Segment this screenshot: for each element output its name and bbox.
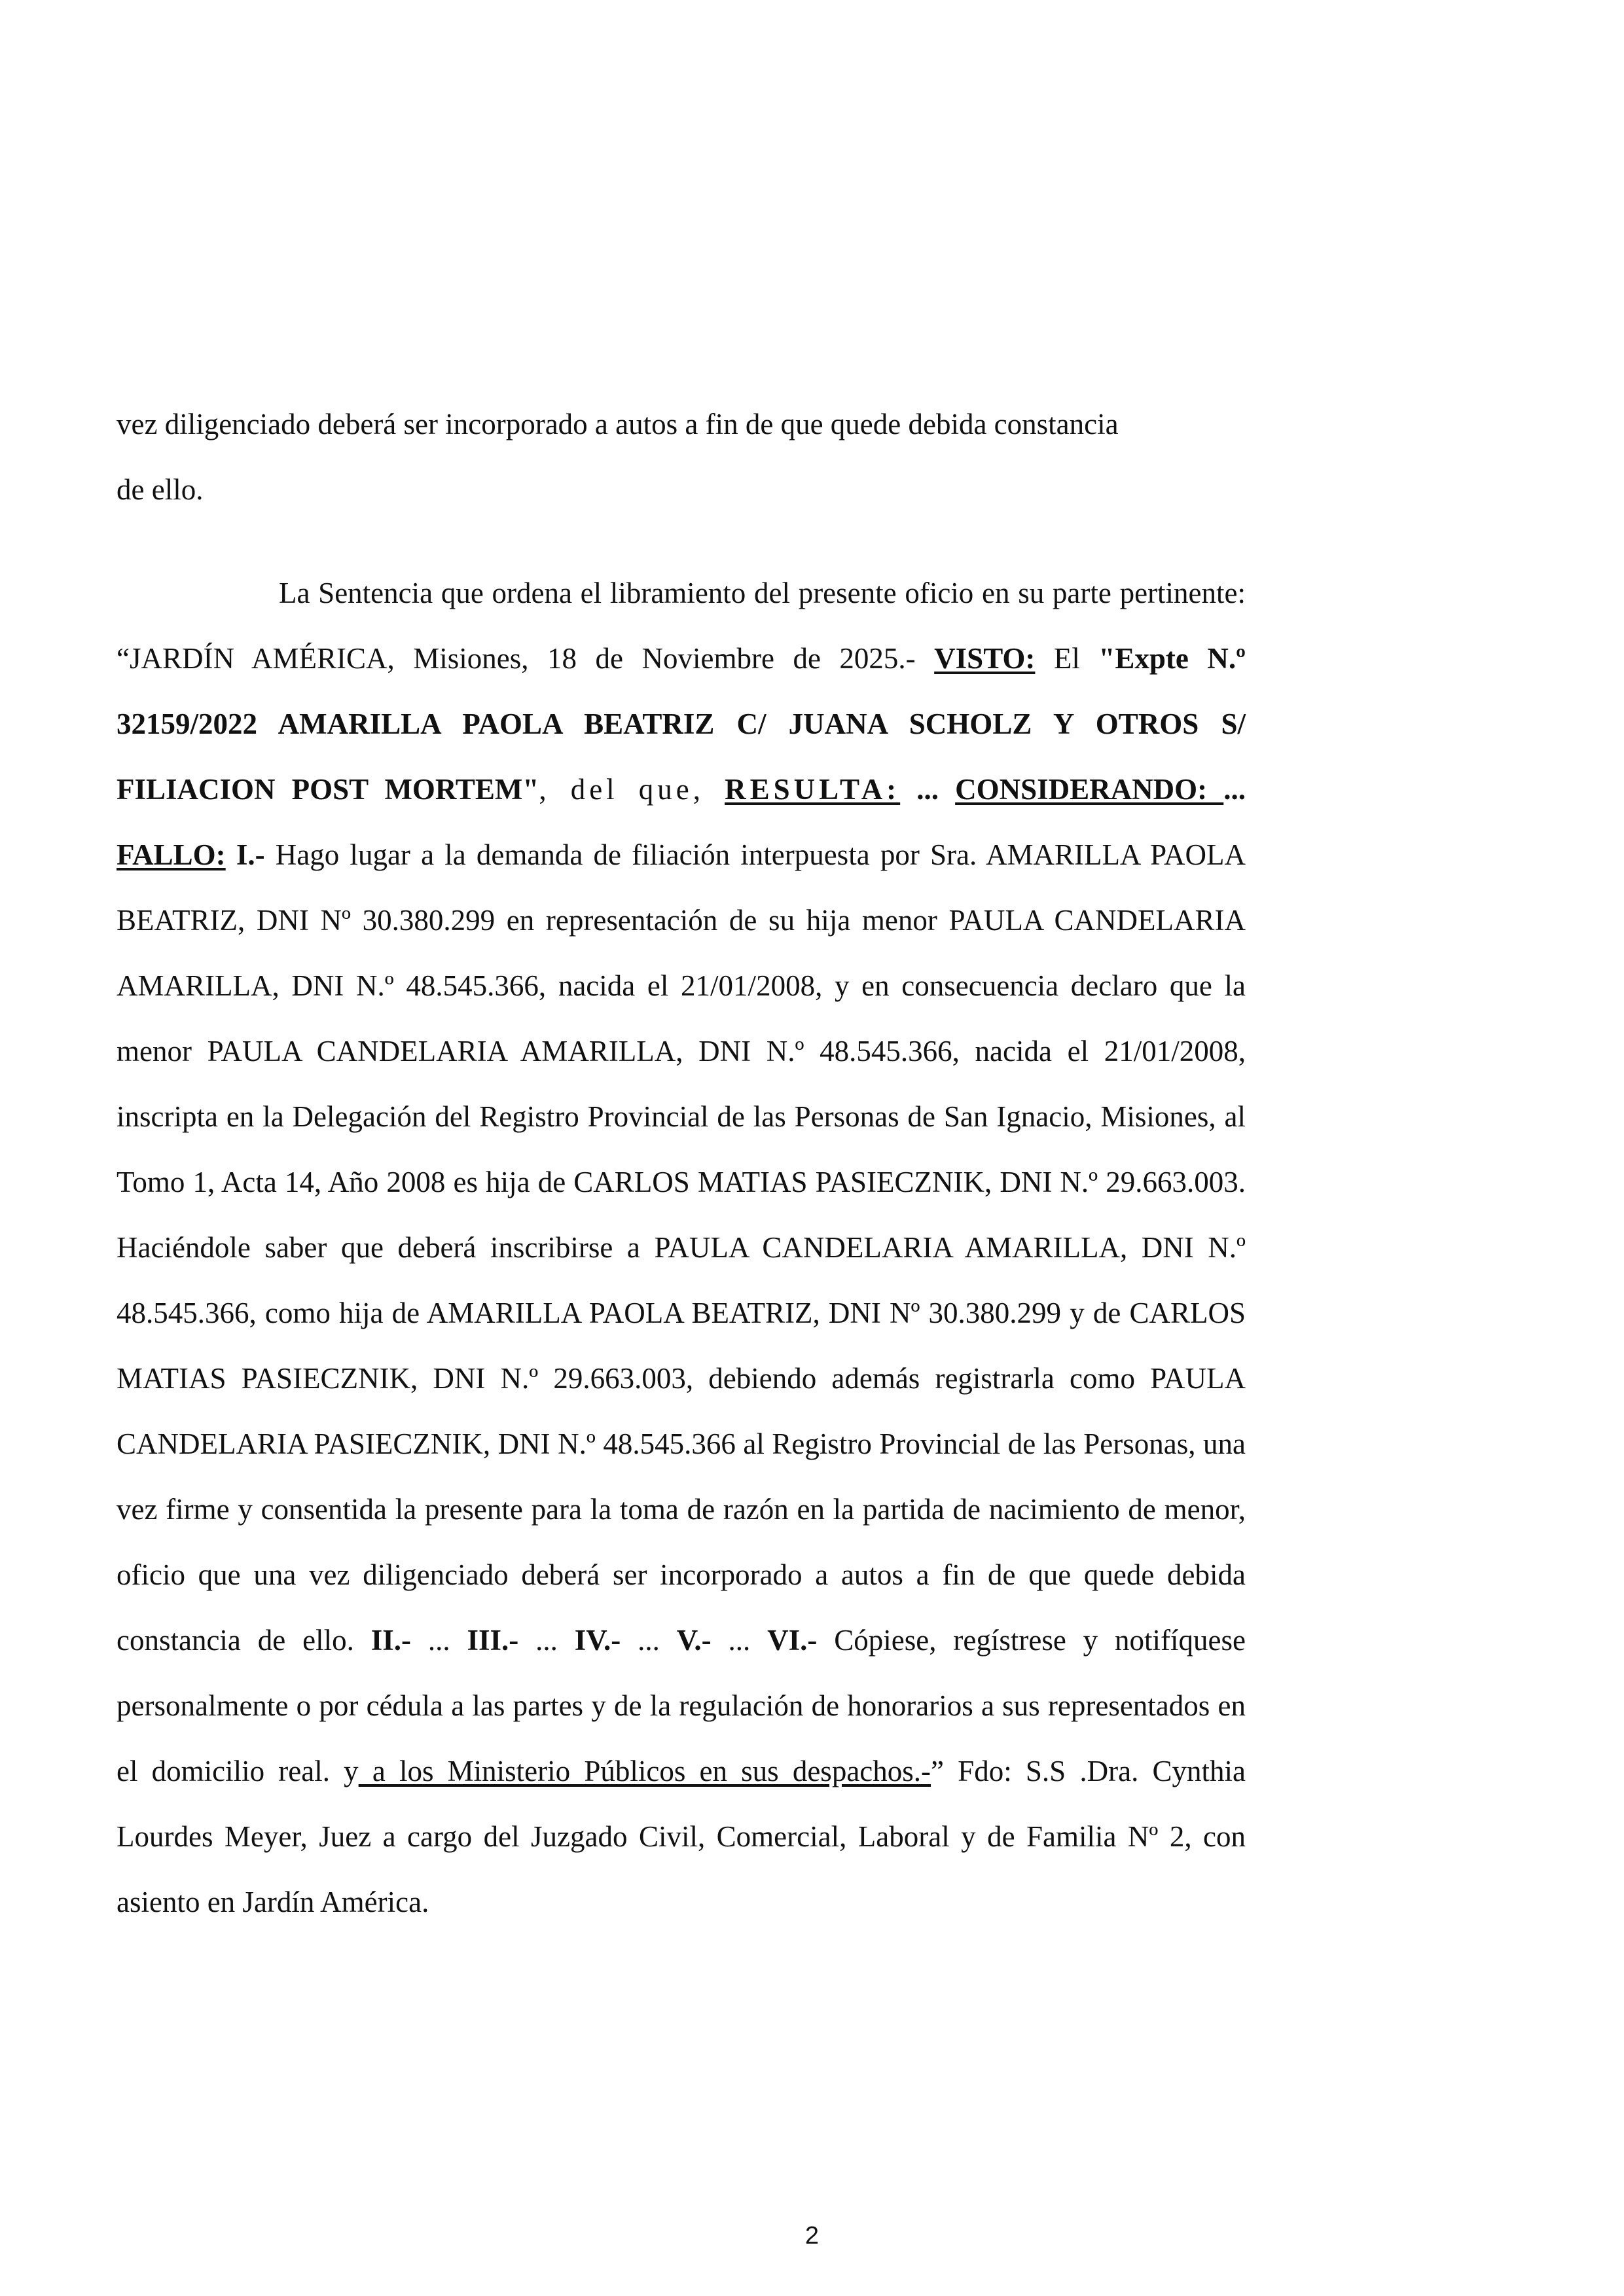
paragraph-sentence-quote xyxy=(117,560,1246,1935)
roman-numeral-4: IV.- xyxy=(574,1624,621,1657)
sentence-intro: La Sentencia que ordena el libramiento del presente oficio en su parte pertinente: “JARDÍN AMÉRICA, Misiones, 18 de Noviembre de 2025.- xyxy=(117,577,1246,675)
signature-line: Fdo: S.S .Dra. Cynthia Lourdes Meyer, Juez a cargo del Juzgado Civil, Comercial, Laboral y de Familia Nº 2, con asiento en Jardín América. xyxy=(117,1755,1246,1918)
ellipsis-v: ... xyxy=(711,1624,768,1657)
paragraph-1-line-1: vez diligenciado deberá ser incorporado a autos a fin de que quede debida constancia xyxy=(117,408,1119,440)
paragraph-1-line-2: de ello. xyxy=(117,473,204,506)
roman-numeral-5: V.- xyxy=(676,1624,712,1657)
end-quote: ” xyxy=(931,1755,945,1787)
page-number: 2 xyxy=(804,2222,820,2250)
ellipsis-2: ... xyxy=(1223,773,1246,806)
ellipsis-ii: ... xyxy=(411,1624,467,1657)
ellipsis-1: ... xyxy=(900,773,956,806)
case-title: "Expte N.º 32159/2022 AMARILLA PAOLA BEATRIZ C/ JUANA SCHOLZ Y OTROS S/ FILIACION POST MORTEM" xyxy=(117,642,1246,806)
el-text: El xyxy=(1035,642,1099,675)
considerando-heading: CONSIDERANDO: xyxy=(955,773,1224,806)
fallo-heading: FALLO: xyxy=(117,838,226,871)
ellipsis-iv: ... xyxy=(621,1624,677,1657)
ministerio-text: a los Ministerio Públicos en sus despachos.- xyxy=(358,1755,931,1787)
closing-text: Cópiese, regístrese y notifíquese personalmente o por cédula a las partes y de la regulación de honorarios a sus representados en el domicilio real. y xyxy=(117,1624,1246,1787)
visto-heading: VISTO: xyxy=(934,642,1036,675)
document-body xyxy=(117,391,1246,1935)
roman-numeral-3: III.- xyxy=(467,1624,519,1657)
roman-numeral-1: I.- xyxy=(225,838,265,871)
ellipsis-iii: ... xyxy=(518,1624,575,1657)
roman-numeral-6: VI.- xyxy=(767,1624,818,1657)
del-que-text: , del que, xyxy=(539,773,725,806)
resulta-heading: RESULTA: xyxy=(725,773,901,806)
ruling-body: Hago lugar a la demanda de filiación interpuesta por Sra. AMARILLA PAOLA BEATRIZ, DNI Nº 30.380.299 en representación de su hija menor PAULA CANDELARIA AMARILLA, DNI N.º 48.545.366, nacida el 21/01/2008, y en consecuencia declaro que la menor PAULA CANDELARIA AMARILLA, DNI N.º 48.545.366, nacida el 21/01/2008, inscripta en la Delegación del Registro Provincial de las Personas de San Ignacio, Misiones, al Tomo 1, Acta 14, Año 2008 es hija de CARLOS MATIAS PASIECZNIK, DNI N.º 29.663.003. Haciéndole saber que deberá inscribirse a PAULA CANDELARIA AMARILLA, DNI N.º 48.545.366, como hija de AMARILLA PAOLA BEATRIZ, DNI Nº 30.380.299 y de CARLOS MATIAS PASIECZNIK, DNI N.º 29.663.003, debiendo además registrarla como PAULA CANDELARIA PASIECZNIK, DNI N.º 48.545.366 al Registro Provincial de las Personas, una vez firme y consentida la presente para la toma de razón en la partida de nacimiento de menor, oficio que una vez diligenciado deberá ser incorporado a autos a fin de que quede debida constancia de ello. xyxy=(117,838,1246,1657)
paragraph-spacer xyxy=(117,522,1246,560)
paragraph-continuation xyxy=(117,391,1246,522)
roman-numeral-2: II.- xyxy=(370,1624,411,1657)
